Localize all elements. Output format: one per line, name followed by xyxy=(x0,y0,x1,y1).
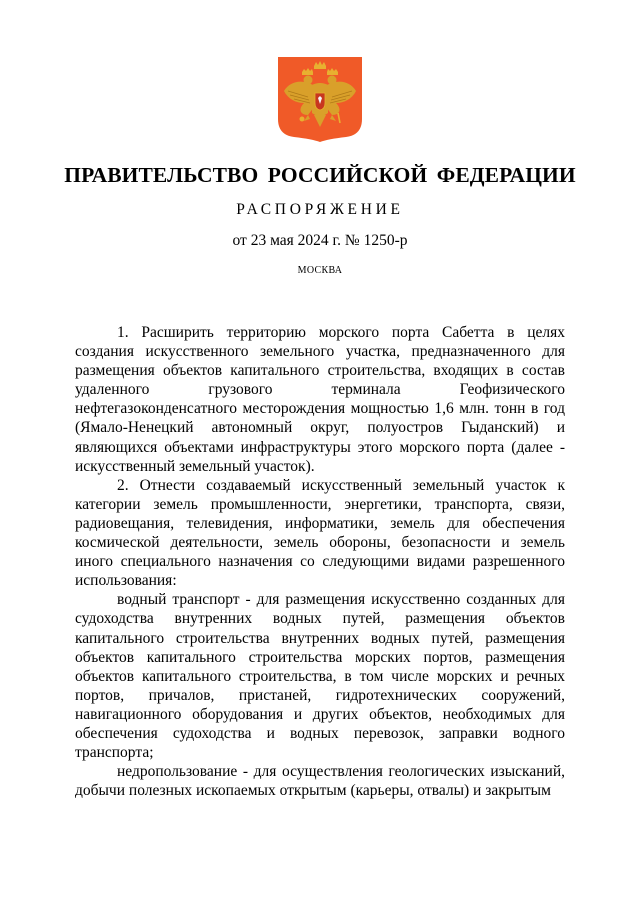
coat-of-arms-emblem xyxy=(278,57,362,142)
government-title: ПРАВИТЕЛЬСТВО РОССИЙСКОЙ ФЕДЕРАЦИИ xyxy=(64,163,576,187)
document-type: РАСПОРЯЖЕНИЕ xyxy=(236,201,404,218)
paragraph: 1. Расширить территорию морского порта Сабетта в целях создания искусственного земельного участка, предназначенного для размещения объектов капитального строительства, входящих в состав удаленного грузового терминала Геофизического нефтегазоконденсатного месторождения мощностью 1,6 млн. тонн в год (Ямало-Ненецкий автономный округ, полуостров Гыданский) и являющихся объектами инфраструктуры этого морского порта (далее - искусственный земельный участок). xyxy=(75,324,565,475)
document-city: МОСКВА xyxy=(297,265,343,276)
paragraph: 2. Отнести создаваемый искусственный земельный участок к категории земель промышленности, энергетики, транспорта, связи, радиовещания, телевидения, информатики, земель для обеспечения космической деятельности, земель обороны, безопасности и земель иного специального назначения со следующими видами разрешенного использования: xyxy=(75,476,565,590)
paragraph: недропользование - для осуществления геологических изысканий, добычи полезных ископаемых открытым (карьеры, отвалы) и закрытым xyxy=(75,763,565,800)
document-date-number: от 23 мая 2024 г. № 1250-р xyxy=(232,232,408,249)
double-headed-eagle-icon xyxy=(278,57,362,142)
paragraph: водный транспорт - для размещения искусственно созданных для судоходства внутренних водных путей, размещения объектов капитального строительства внутренних водных путей, размещения объектов капитального строительства морских портов, размещения объектов капитального строительства, в том числе морских и речных портов, причалов, пристаней, гидротехнических сооружений, навигационного оборудования и других объектов, необходимых для обеспечения судоходства и водных перевозок, заправки водного транспорта; xyxy=(75,591,565,762)
document-body xyxy=(75,323,565,800)
